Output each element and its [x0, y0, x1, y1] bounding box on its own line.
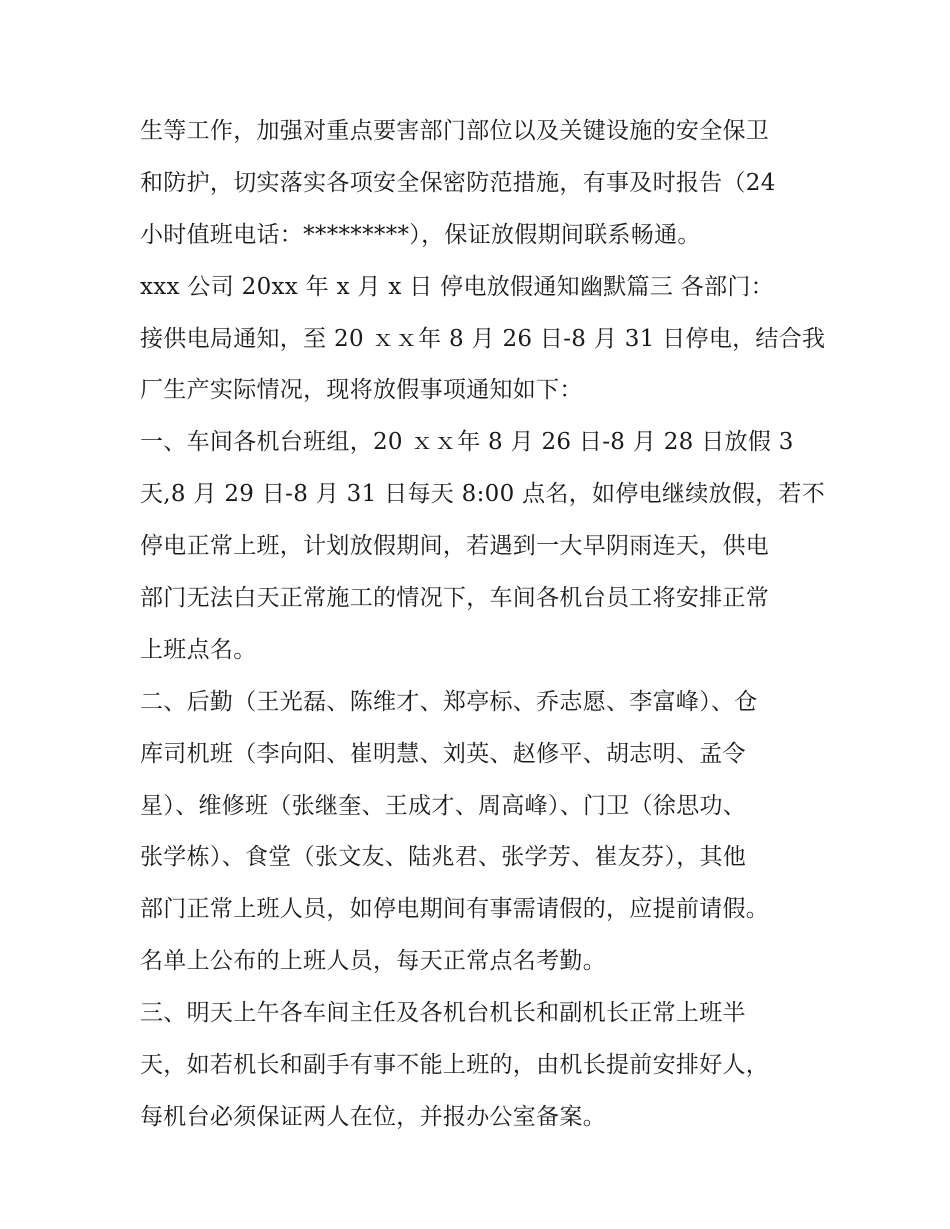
text-line: 和防护，切实落实各项安全保密防范措施，有事及时报告（24: [140, 169, 776, 196]
text-line: xxx 公司 20xx 年 x 月 x 日 停电放假通知幽默篇三 各部门：: [140, 273, 774, 300]
text-line: 天，如若机长和副手有事不能上班的，由机长提前安排好人，: [140, 1052, 770, 1079]
text-line: 部门正常上班人员，如停电期间有事需请假的，应提前请假。: [140, 896, 770, 923]
text-line: 张学栋）、食堂（张文友、陆兆君、张学芳、崔友芬），其他: [140, 844, 747, 871]
text-line: 上班点名。: [140, 636, 257, 663]
text-line: 二、后勤（王光磊、陈维才、郑亭标、乔志愿、李富峰）、仓: [140, 688, 758, 715]
text-line: 名单上公布的上班人员，每天正常点名考勤。: [140, 948, 606, 975]
document-body: [140, 106, 826, 1144]
text-line: 部门无法白天正常施工的情况下，车间各机台员工将安排正常: [140, 585, 770, 612]
text-line: 库司机班（李向阳、崔明慧、刘英、赵修平、胡志明、孟令: [140, 740, 746, 767]
text-line: 天,8 月 29 日-8 月 31 日每天 8:00 点名，如停电继续放假，若不: [140, 481, 826, 508]
text-line: 接供电局通知，至 20 ｘｘ年 8 月 26 日-8 月 31 日停电，结合我: [140, 325, 826, 352]
text-line: 厂生产实际情况，现将放假事项通知如下：: [140, 377, 583, 404]
text-line: 一、车间各机台班组，20 ｘｘ年 8 月 26 日-8 月 28 日放假 3: [140, 429, 794, 456]
text-line: 停电正常上班，计划放假期间，若遇到一大早阴雨连天，供电: [140, 533, 770, 560]
text-line: 星）、维修班（张继奎、王成才、周高峰）、门卫（徐思功、: [140, 792, 747, 819]
text-line: 三、明天上午各车间主任及各机台机长和副机长正常上班半: [140, 1000, 746, 1027]
text-line: 生等工作，加强对重点要害部门部位以及关键设施的安全保卫: [140, 118, 770, 144]
text-line: 每机台必须保证两人在位，并报办公室备案。: [140, 1103, 606, 1130]
text-line: 小时值班电话：*********），保证放假期间联系畅通。: [140, 221, 701, 248]
